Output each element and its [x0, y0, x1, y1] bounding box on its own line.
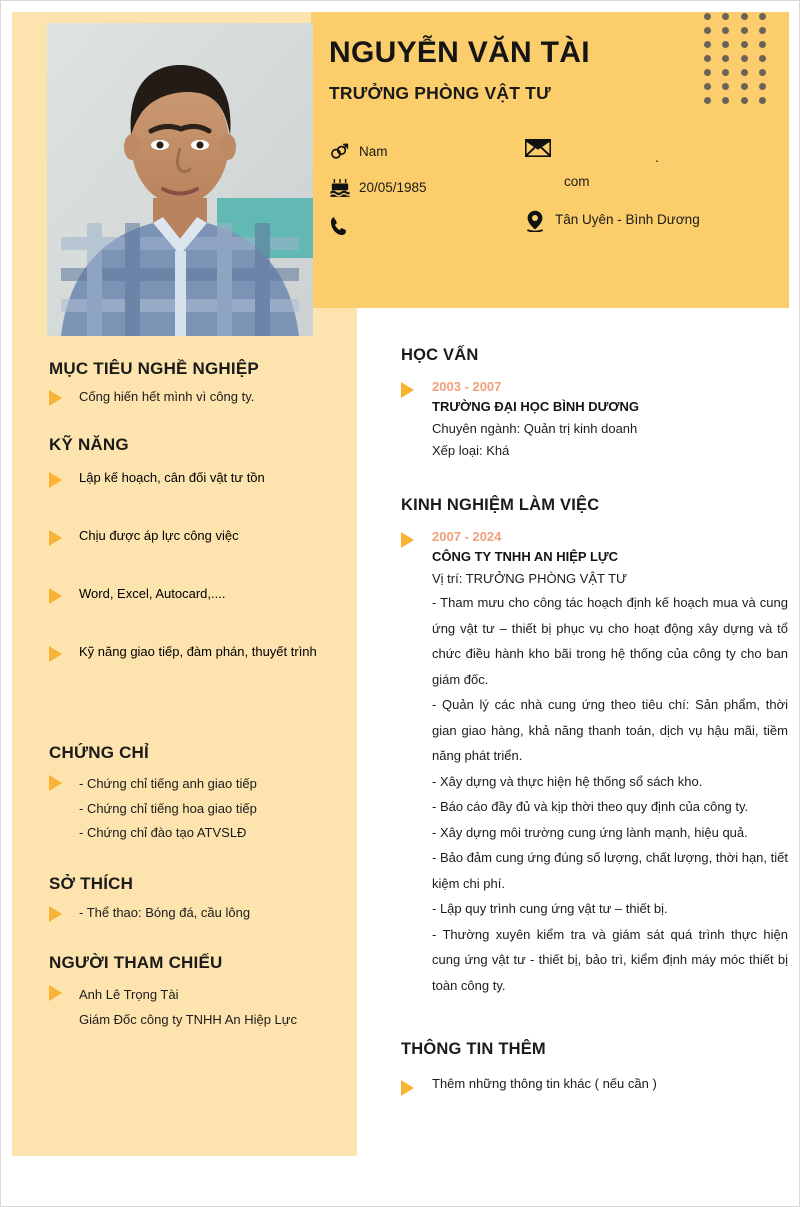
phone-icon: [329, 216, 359, 236]
email-com-fragment: com: [564, 174, 590, 189]
reference-title: Giám Đốc công ty TNHH An Hiệp Lực: [79, 1011, 297, 1027]
section-experience: [401, 496, 791, 998]
education-title: HỌC VẤN: [401, 346, 479, 364]
arrow-bullet-icon: [49, 985, 62, 1001]
skill-text: Lập kế hoạch, cân đối vật tư tồn: [79, 470, 265, 485]
experience-duty: - Bảo đảm cung ứng đúng số lượng, chất lượng, thời hạn, tiết kiệm chi phí.: [432, 850, 788, 891]
hobbies-title: SỞ THÍCH: [49, 873, 134, 893]
skill-item: [49, 643, 349, 701]
arrow-bullet-icon: [49, 646, 62, 662]
additional-info-text: Thêm những thông tin khác ( nếu cần ): [432, 1076, 657, 1091]
objective-text: Cống hiến hết mình vì công ty.: [79, 389, 255, 404]
candidate-name: NGUYỄN VĂN TÀI: [329, 36, 590, 69]
education-major: Chuyên ngành: Quản trị kinh doanh: [432, 421, 638, 436]
section-objective: [49, 359, 349, 407]
certificate-item: - Chứng chỉ tiếng hoa giao tiếp: [79, 800, 257, 816]
certificates-title: CHỨNG CHỈ: [49, 743, 149, 762]
contact-block: [329, 136, 789, 251]
experience-company: CÔNG TY TNHH AN HIỆP LỰC: [432, 549, 619, 564]
certificate-item: - Chứng chỉ tiếng anh giao tiếp: [79, 776, 257, 791]
references-title: NGƯỜI THAM CHIẾU: [49, 952, 223, 972]
skill-item: [49, 469, 349, 527]
arrow-bullet-icon: [401, 1080, 414, 1096]
arrow-bullet-icon: [49, 390, 62, 406]
contact-email: [525, 139, 555, 157]
education-entry: [401, 377, 791, 462]
arrow-bullet-icon: [49, 530, 62, 546]
reference-name: Anh Lê Trọng Tài: [79, 986, 179, 1002]
section-additional-info: [401, 1040, 791, 1096]
hobby-text: - Thể thao: Bóng đá, cầu lông: [79, 904, 251, 920]
certificates-list: [49, 772, 349, 846]
contact-address-value: Tân Uyên - Bình Dương: [555, 212, 700, 227]
skill-text: Chịu được áp lực công việc: [79, 528, 239, 543]
section-hobbies: [49, 874, 349, 923]
section-references: [49, 953, 349, 1032]
experience-duty: - Thường xuyên kiểm tra và giám sát quá trình thực hiện cung ứng vật tư - thiết bị, bảo trì, kiểm định máy móc thiết bị toàn công ty.: [432, 926, 788, 993]
section-certificates: [49, 743, 349, 846]
skill-item: [49, 585, 349, 643]
contact-gender: [329, 142, 388, 162]
arrow-bullet-icon: [49, 588, 62, 604]
arrow-bullet-icon: [401, 382, 414, 398]
experience-position: Vị trí: TRƯỞNG PHÒNG VẬT TƯ: [432, 571, 628, 586]
section-skills: [49, 435, 349, 701]
skill-text: Word, Excel, Autocard,....: [79, 586, 226, 601]
experience-duty: - Quản lý các nhà cung ứng theo tiêu chí: Sản phẩm, thời gian giao hàng, khả năng thanh toán, dịch vụ hậu mãi, tiềm năng phát triển.: [432, 697, 788, 763]
experience-date: 2007 - 2024: [432, 529, 502, 544]
portrait-photo: [47, 23, 313, 336]
references-list: [49, 982, 349, 1032]
arrow-bullet-icon: [401, 532, 414, 548]
contact-dob: [329, 178, 427, 198]
birthday-cake-icon: [329, 178, 359, 198]
left-column: [49, 359, 349, 1032]
objective-item: [49, 387, 349, 407]
contact-dob-value: 20/05/1985: [359, 180, 427, 195]
contact-address: [525, 210, 700, 232]
section-education: [401, 346, 791, 462]
location-pin-icon: [525, 210, 555, 232]
candidate-role: TRƯỞNG PHÒNG VẬT TƯ: [329, 83, 551, 103]
objective-title: MỤC TIÊU NGHỀ NGHIỆP: [49, 359, 259, 378]
gender-icon: [329, 142, 359, 162]
contact-gender-value: Nam: [359, 144, 388, 159]
additional-info-title: THÔNG TIN THÊM: [401, 1040, 546, 1058]
dot-grid-decoration: [698, 9, 772, 107]
contact-phone: [329, 216, 359, 236]
skills-title: KỸ NĂNG: [49, 435, 129, 454]
certificate-item: - Chứng chỉ đào tạo ATVSLĐ: [79, 825, 247, 840]
skill-item: [49, 527, 349, 585]
experience-entry: [401, 527, 791, 998]
education-grade: Xếp loại: Khá: [432, 443, 510, 458]
email-dot-fragment: .: [655, 150, 659, 165]
arrow-bullet-icon: [49, 775, 62, 791]
additional-info-entry: [401, 1075, 791, 1096]
skill-text: Kỹ năng giao tiếp, đàm phán, thuyết trình: [79, 644, 317, 659]
education-date: 2003 - 2007: [432, 379, 502, 394]
experience-duty: - Lập quy trình cung ứng vật tư – thiết bị.: [432, 901, 668, 916]
experience-duty: - Tham mưu cho công tác hoạch định kế hoạch mua và cung ứng vật tư – thiết bị phục vụ cho hoạt động xây dựng và tổ chức điều hành kho bãi trong hệ thống của công ty cho ban giám đốc.: [432, 595, 788, 687]
right-column: [401, 346, 791, 1096]
hobby-item: [49, 903, 349, 923]
envelope-icon: [525, 139, 555, 157]
arrow-bullet-icon: [49, 472, 62, 488]
arrow-bullet-icon: [49, 906, 62, 922]
experience-duty: - Xây dựng và thực hiện hệ thống sổ sách kho.: [432, 773, 703, 789]
education-school: TRƯỜNG ĐẠI HỌC BÌNH DƯƠNG: [432, 399, 639, 414]
experience-duty: - Báo cáo đầy đủ và kịp thời theo quy định của công ty.: [432, 799, 749, 814]
experience-duty: - Xây dựng môi trường cung ứng lành mạnh, hiệu quả.: [432, 824, 748, 840]
experience-title: KINH NGHIỆM LÀM VIỆC: [401, 496, 600, 514]
